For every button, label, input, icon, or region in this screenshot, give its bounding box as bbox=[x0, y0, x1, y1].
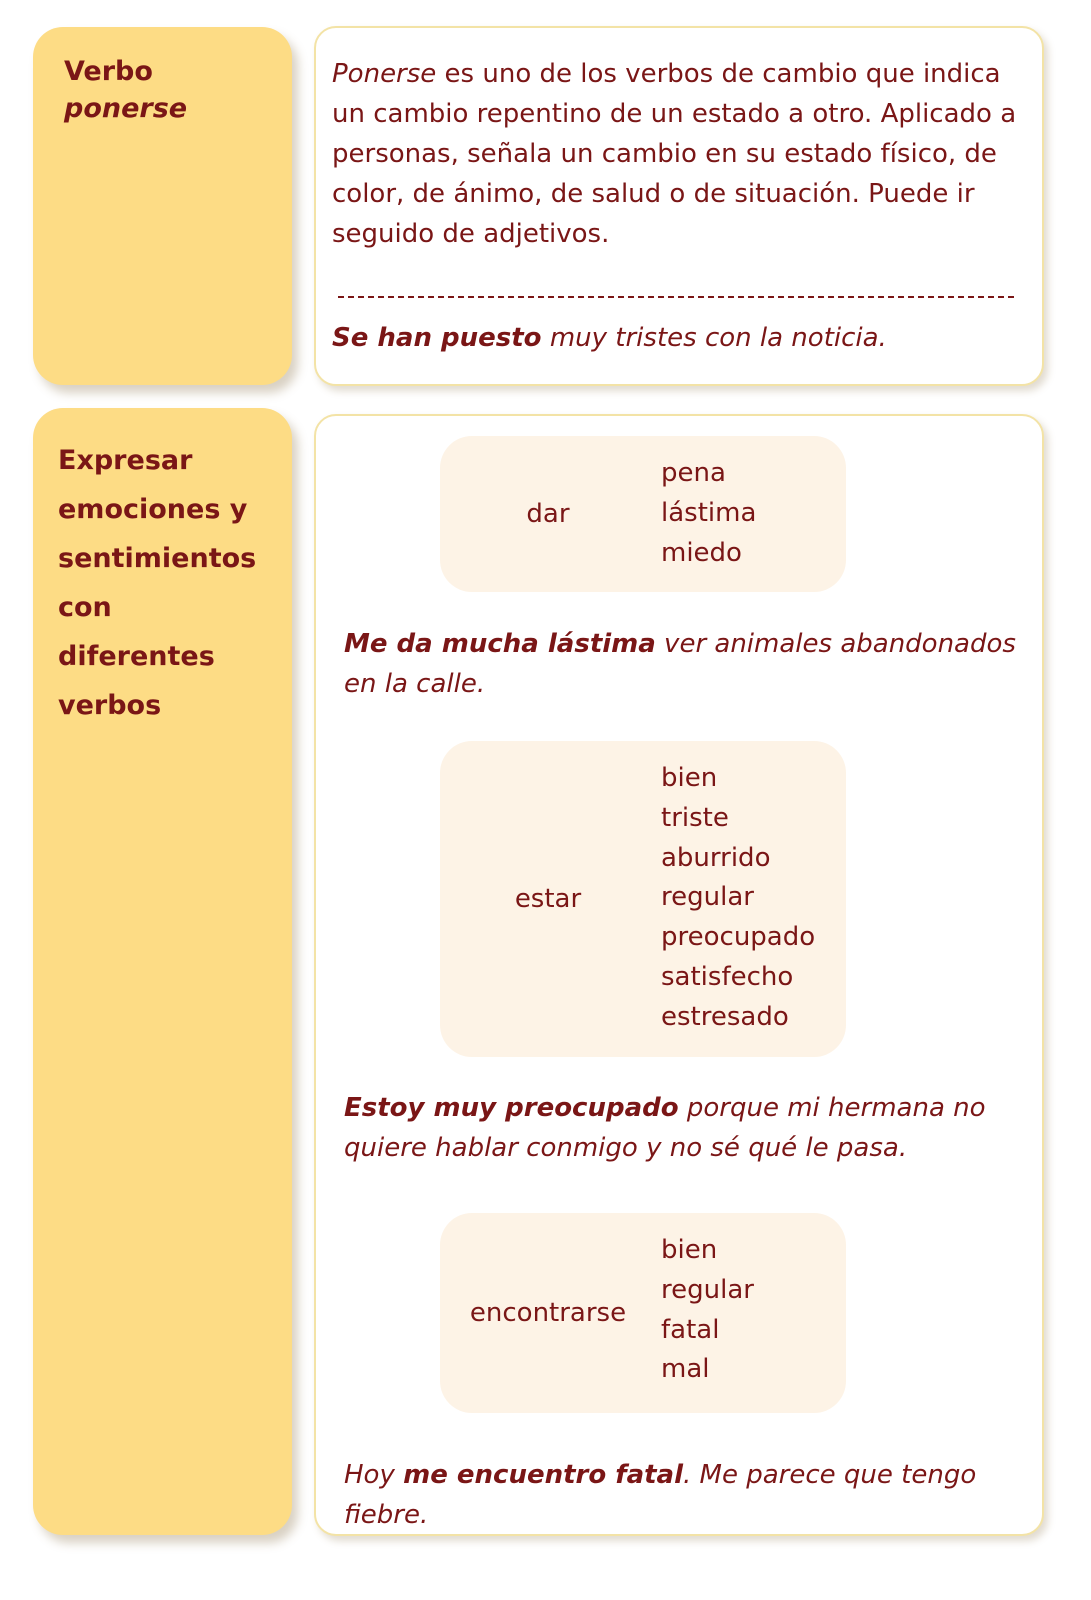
tab-line: verbos bbox=[58, 690, 162, 721]
verb-box-estar bbox=[440, 741, 846, 1057]
verb-label: dar bbox=[526, 499, 570, 529]
word-item: satisfecho bbox=[661, 961, 794, 992]
word-item: bien bbox=[661, 1235, 718, 1265]
description-lead: Ponerse bbox=[332, 59, 437, 89]
ponerse-description bbox=[332, 54, 1022, 254]
example-bold: me encuentro fatal bbox=[403, 1460, 684, 1490]
tab-title: Verbo bbox=[64, 56, 153, 87]
verb-label: estar bbox=[514, 884, 582, 914]
word-item: aburrido bbox=[661, 842, 771, 873]
word-item: lástima bbox=[661, 497, 757, 528]
verbs-panel bbox=[314, 414, 1044, 1536]
tab-subtitle: ponerse bbox=[64, 93, 188, 124]
ponerse-panel bbox=[314, 26, 1044, 386]
description-text: es uno de los verbos de cambio que indica un cambio repentino de un estado a otro. Aplicado a personas, señala un cambio en su estado físico, de color, de ánimo, de salud o de situación. Puede ir seguido de adjetivos. bbox=[332, 59, 1017, 249]
dashed-divider bbox=[338, 296, 1014, 298]
word-item: preocupado bbox=[661, 922, 816, 953]
tab-line: con bbox=[58, 592, 112, 623]
example-text: muy tristes con la noticia. bbox=[541, 323, 887, 353]
tab-line: Expresar bbox=[58, 445, 193, 476]
word-item: bien bbox=[661, 763, 718, 793]
example-bold: Se han puesto bbox=[332, 323, 542, 353]
tab-line: sentimientos bbox=[58, 543, 257, 574]
word-item: estresado bbox=[661, 1001, 789, 1032]
verb-label: encontrarse bbox=[469, 1298, 627, 1328]
word-list bbox=[661, 454, 756, 573]
example-sentence: Me da mucha lástima ver animales abandonados en la calle. bbox=[344, 629, 1016, 699]
tab-line: emociones y bbox=[58, 494, 248, 525]
word-item: regular bbox=[661, 1274, 754, 1305]
ponerse-example bbox=[332, 318, 1022, 358]
example-bold: Me da mucha lástima bbox=[344, 629, 656, 659]
word-item: miedo bbox=[661, 537, 742, 568]
example-sentence: Hoy me encuentro fatal. Me parece que tengo fiebre. bbox=[344, 1460, 977, 1530]
verb-box-dar bbox=[440, 436, 846, 592]
word-item: fatal bbox=[661, 1314, 720, 1345]
section-tab-emociones bbox=[33, 408, 292, 1535]
verb-box-encontrarse bbox=[440, 1213, 846, 1413]
word-item: triste bbox=[661, 802, 729, 833]
word-item: regular bbox=[661, 882, 754, 913]
word-list bbox=[661, 759, 815, 1038]
section-tab-ponerse bbox=[33, 27, 292, 385]
example-bold: Estoy muy preocupado bbox=[344, 1093, 679, 1123]
example-sentence: Estoy muy preocupado porque mi hermana no quiere hablar conmigo y no sé qué le pasa. bbox=[344, 1093, 986, 1163]
word-item: pena bbox=[661, 458, 726, 488]
word-list bbox=[661, 1231, 754, 1390]
word-item: mal bbox=[661, 1354, 710, 1385]
tab-line: diferentes bbox=[58, 641, 215, 672]
